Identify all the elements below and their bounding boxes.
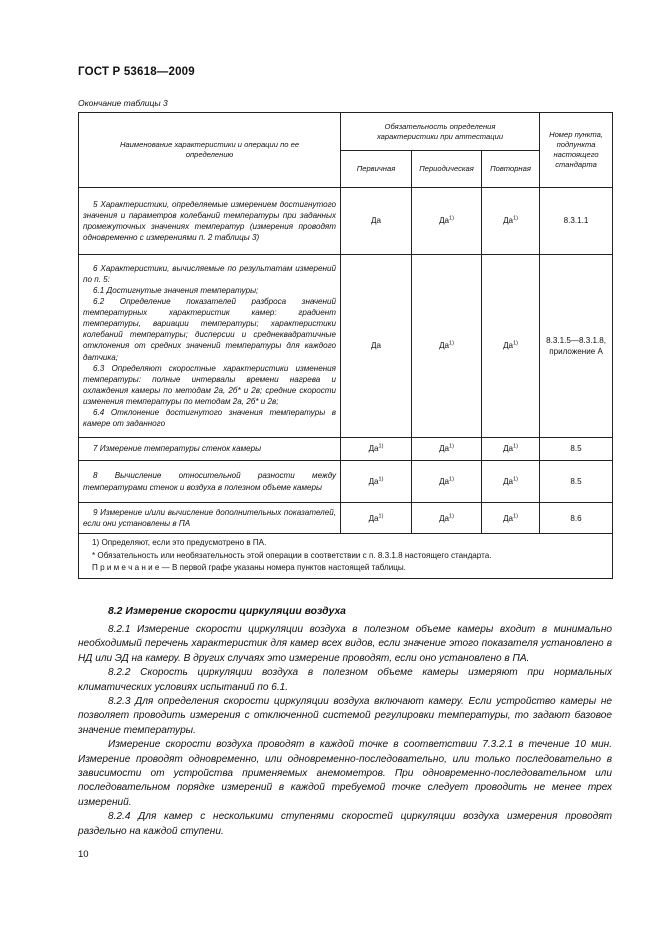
cell-repeat: $Да^{1)}$ xyxy=(482,255,540,438)
footnote-asterisk: * Обязательность или необязательность этой операции в соответствии с п. 8.3.1.8 настоящего стандарта. xyxy=(92,550,492,560)
cell-clause: 8.5 xyxy=(540,461,613,503)
table-notes-row xyxy=(79,534,613,579)
paragraph-8-2-1: 8.2.1 Измерение скорости циркуляции воздуха в полезном объеме камеры входит в минимально необходимый перечень характеристик для камер всех видов, если значение этого показателя установлено в НД или ЭД на камеру. В других случаях это измерение проводят, если оно установлено в ПА. xyxy=(78,624,612,664)
cell-repeat: $Да^{1)}$ xyxy=(482,503,540,534)
paragraph-measurement: Измерение скорости воздуха проводят в каждой точке в соответствии 7.3.2.1 в течение 10 мин. Измерение проводят одновременно, или одновременно-последовательно, или только последовательно в зависимости от устройства применяемых анемометров. При одновременно-последовательном или последовательном порядке измерений в каждой требуемой точке следует проводить не менее трех измерений. xyxy=(78,739,612,808)
cell-periodic: $Да^{1)}$ xyxy=(412,461,482,503)
paragraph-8-2-2: 8.2.2 Скорость циркуляции воздуха в полезном объеме камеры измеряют при нормальных климатических условиях испытаний по 6.1. xyxy=(78,667,612,693)
table-row xyxy=(79,188,613,255)
table-note: П р и м е ч а н и е — В первой графе указаны номера пунктов настоящей таблицы. xyxy=(92,563,406,573)
row-name: 9 Измерение и/или вычисление дополнительных показателей, если они установлены в ПА xyxy=(79,503,341,534)
col-header-repeat: Повторная xyxy=(482,151,540,188)
row-name: 6 Характеристики, вычисляемые по результатам измерений по п. 5: 6.1 Достигнутые значения температуры; 6.2 Определение показателей разброса значений температурных характеристик камер: градиент температуры, вариации температуры; характеристики колебаний температуры; дисперсии и среднеквадратичные отклонения от средних значений температуры для каждого датчика; 6.3 Определяют скоростные характеристики изменения температуры: полные интервалы времени нагрева и охлаждения камеры по методам 2а, 2б* и 2в; средние скорости изменения температуры по методам 2а, 2б* и 2в; 6.4 Отклонение достигнутого значения температуры в камере от заданного xyxy=(79,255,341,438)
col-header-primary: Первичная xyxy=(341,151,412,188)
cell-repeat: $Да^{1)}$ xyxy=(482,461,540,503)
table-caption: Окончание таблицы 3 xyxy=(78,98,168,108)
col-header-periodic: Периодическая xyxy=(412,151,482,188)
paragraph-8-2-4: 8.2.4 Для камер с несколькими ступенями скоростей циркуляции воздуха измерения проводят раздельно на каждой ступени. xyxy=(78,811,612,837)
cell-periodic: $Да^{1)}$ xyxy=(412,188,482,255)
cell-primary: $Да^{1)}$ xyxy=(341,461,412,503)
row-name: 7 Измерение температуры стенок камеры xyxy=(79,438,341,461)
col-header-clause: Номер пункта, подпункта настоящего стандарта xyxy=(540,113,613,188)
cell-periodic: $Да^{1)}$ xyxy=(412,438,482,461)
table-row xyxy=(79,438,613,461)
cell-primary: $Да^{1)}$ xyxy=(341,503,412,534)
cell-repeat: $Да^{1)}$ xyxy=(482,188,540,255)
body-text xyxy=(78,623,612,839)
page-number: 10 xyxy=(78,849,89,860)
footnote-1: 1) Определяют, если это предусмотрено в ПА. xyxy=(92,538,267,548)
cell-periodic: $Да^{1)}$ xyxy=(412,503,482,534)
table-3 xyxy=(78,112,613,579)
table-row xyxy=(79,255,613,438)
table-row xyxy=(79,503,613,534)
cell-primary: Да xyxy=(341,255,412,438)
cell-primary: Да xyxy=(341,188,412,255)
row-name: 5 Характеристики, определяемые измерением достигнутого значения и параметров колебаний температуры при заданных промежуточных значениях температур (измерения проводят одновременно с измерениями п. 2 таблицы 3) xyxy=(79,188,341,255)
cell-periodic: $Да^{1)}$ xyxy=(412,255,482,438)
cell-clause: 8.3.1.1 xyxy=(540,188,613,255)
table-row xyxy=(79,461,613,503)
col-header-mandatory: Обязательность определения характеристики при аттестации xyxy=(341,113,540,151)
document-header: ГОСТ Р 53618—2009 xyxy=(78,66,195,78)
row-name: 8 Вычисление относительной разности между температурами стенок и воздуха в полезном объеме камеры xyxy=(79,461,341,503)
cell-clause: 8.5 xyxy=(540,438,613,461)
cell-repeat: $Да^{1)}$ xyxy=(482,438,540,461)
cell-clause: 8.6 xyxy=(540,503,613,534)
paragraph-8-2-3: 8.2.3 Для определения скорости циркуляции воздуха включают камеру. Если устройство камеры не позволяет проводить измерения с отключенной системой регулировки температуры, то задают базовое значение температуры. xyxy=(78,696,612,736)
section-title: 8.2 Измерение скорости циркуляции воздуха xyxy=(108,606,346,617)
cell-clause: 8.3.1.5—8.3.1.8, приложение А xyxy=(540,255,613,438)
col-header-name: Наименование характеристики и операции по ее определению xyxy=(79,113,341,188)
cell-primary: $Да^{1)}$ xyxy=(341,438,412,461)
table-notes xyxy=(79,534,613,579)
